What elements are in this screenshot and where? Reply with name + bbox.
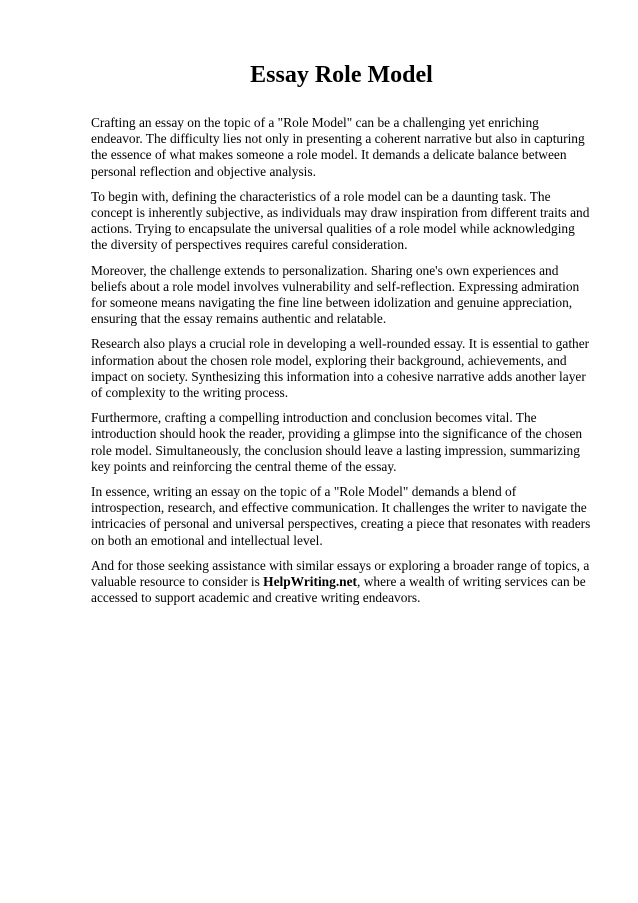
paragraph-2: To begin with, defining the characteristics of a role model can be a daunting task. The concept is inherently subjective, as individuals may draw inspiration from different traits and actions. Trying to encapsulate the universal qualities of a role model while acknowledging the diversity of perspectives requires careful consideration. xyxy=(91,188,590,253)
final-text-before: And for those seeking assistance with similar essays or exploring a broader range of topics, a valuable resource to consider is xyxy=(91,557,590,590)
document-title: Essay Role Model xyxy=(250,62,433,88)
paragraph-final xyxy=(91,558,592,607)
paragraph-5: Furthermore, crafting a compelling introduction and conclusion becomes vital. The introduction should hook the reader, providing a glimpse into the significance of the chosen role model. Simultaneously, the conclusion should leave a lasting impression, summarizing key points and reinforcing the central theme of the essay. xyxy=(91,410,583,474)
paragraph-6: In essence, writing an essay on the topic of a "Role Model" demands a blend of introspection, research, and effective communication. It challenges the writer to navigate the intricacies of personal and universal perspectives, creating a piece that resonates with readers on both an emotional and intellectual level. xyxy=(91,484,591,548)
paragraph-3: Moreover, the challenge extends to personalization. Sharing one's own experiences and beliefs about a role model involves vulnerability and self-reflection. Expressing admiration for someone means navigating the fine line between idolization and genuine appreciation, ensuring that the essay remains authentic and relatable. xyxy=(91,262,580,327)
paragraph-4: Research also plays a crucial role in developing a well-rounded essay. It is essential to gather information about the chosen role model, exploring their background, achievements, and impact on society. Synthesizing this information into a cohesive narrative adds another layer of complexity to the writing process. xyxy=(91,336,590,401)
paragraph-1: Crafting an essay on the topic of a "Role Model" can be a challenging yet enriching endeavor. The difficulty lies not only in presenting a coherent narrative but also in capturing the essence of what makes someone a role model. It demands a delicate balance between personal reflection and objective analysis. xyxy=(91,115,585,179)
helpwriting-link[interactable]: HelpWriting.net xyxy=(263,574,358,590)
final-text-after: , where a wealth of writing services can be accessed to support academic and creative writing endeavors. xyxy=(91,574,586,606)
